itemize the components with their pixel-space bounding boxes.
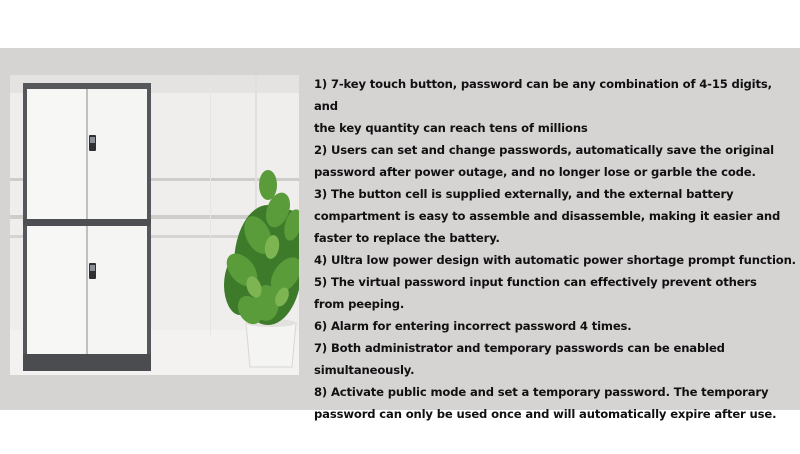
feature-item: 3) The button cell is supplied externally, and the external battery compartment is easy to assemble and disassemble, making it easier and faster to replace the battery. bbox=[314, 187, 781, 245]
feature-item: 1) 7-key touch button, password can be any combination of 4-15 digits, and the key quantity can reach tens of millions bbox=[314, 77, 772, 135]
feature-item: 4) Ultra low power design with automatic power shortage prompt function. bbox=[314, 253, 796, 267]
feature-item: 7) Both administrator and temporary passwords can be enabled simultaneously. bbox=[314, 341, 725, 377]
feature-item: 2) Users can set and change passwords, automatically save the original password after power outage, and no longer lose or garble the code. bbox=[314, 143, 774, 179]
feature-item: 5) The virtual password input function can effectively prevent others from peeping. bbox=[314, 275, 757, 311]
cabinet-with-plant-photo bbox=[10, 75, 299, 375]
feature-item: 6) Alarm for entering incorrect password 4 times. bbox=[314, 319, 632, 333]
product-photo bbox=[10, 75, 299, 375]
feature-list bbox=[314, 73, 798, 425]
feature-item: 8) Activate public mode and set a temporary password. The temporary password can only be used once and will automatically expire after use. bbox=[314, 385, 777, 421]
